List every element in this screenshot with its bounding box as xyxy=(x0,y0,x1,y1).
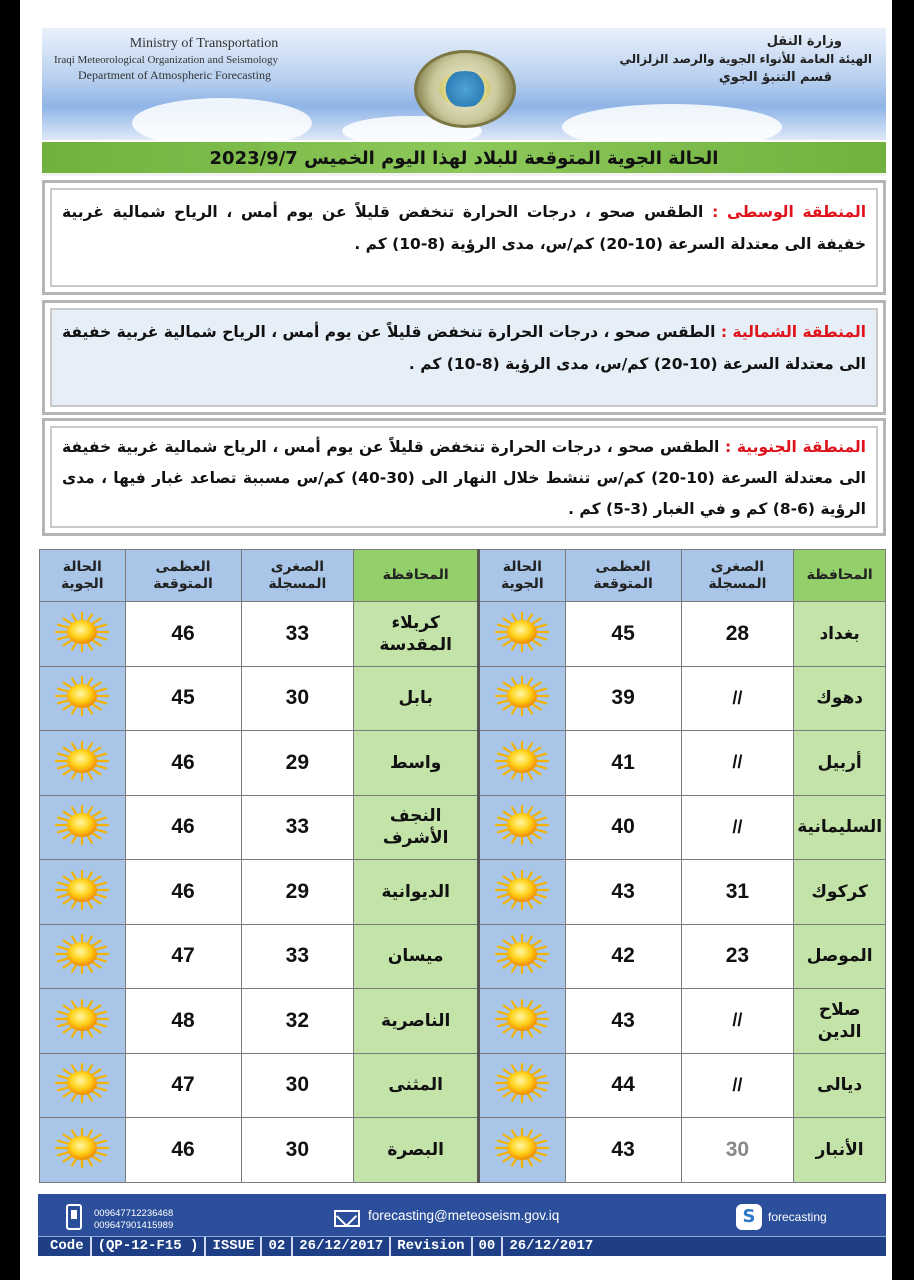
governorate-name: البصرة xyxy=(354,1118,479,1183)
code-label: Code xyxy=(38,1237,92,1256)
weather-state xyxy=(40,666,126,731)
email-address[interactable] xyxy=(334,1208,559,1223)
email-text: forecasting@meteoseism.gov.iq xyxy=(368,1208,560,1223)
footer xyxy=(38,1194,886,1256)
governorate-name: أربيل xyxy=(794,731,886,796)
revision-date: 26/12/2017 xyxy=(509,1238,594,1254)
region-south-name: المنطقة الجنوبية : xyxy=(725,438,866,456)
governorate-name: السليمانية xyxy=(794,795,886,860)
header-arabic xyxy=(592,34,872,85)
weather-state xyxy=(40,795,126,860)
max-temp: 46 xyxy=(125,860,241,925)
governorate-name: كركوك xyxy=(794,860,886,925)
max-temp: 48 xyxy=(125,989,241,1054)
governorate-name: واسط xyxy=(354,731,479,796)
governorate-name: الناصرية xyxy=(354,989,479,1054)
issue-number: 02 xyxy=(262,1237,293,1256)
table-row xyxy=(40,731,886,796)
left-black-edge xyxy=(0,0,20,1280)
region-north-text: الطقس صحو ، درجات الحرارة تنخفض قليلاً عن يوم أمس ، الرياح شمالية غربية خفيفة الى معتدلة السرعة (10-20) كم/س، مدى الرؤية (8-10) كم . xyxy=(62,323,866,373)
min-temp: 23 xyxy=(681,924,794,989)
max-temp: 46 xyxy=(125,795,241,860)
table-row xyxy=(40,1053,886,1118)
max-temp: 42 xyxy=(565,924,681,989)
region-central xyxy=(42,180,886,295)
header-state: الحالة الجوية xyxy=(40,550,126,602)
weather-state xyxy=(40,860,126,925)
min-temp: // xyxy=(681,666,794,731)
region-central-text: الطقس صحو ، درجات الحرارة تنخفض قليلاً عن يوم أمس ، الرياح شمالية غربية خفيفة الى معتدلة السرعة (10-20) كم/س، مدى الرؤية (8-10) كم . xyxy=(62,203,866,253)
governorate-name: دهوك xyxy=(794,666,886,731)
revision-label: Revision xyxy=(391,1237,472,1256)
governorate-name: كربلاء المقدسة xyxy=(354,602,479,667)
governorate-name: الأنبار xyxy=(794,1118,886,1183)
governorate-name: ديالى xyxy=(794,1053,886,1118)
weather-state xyxy=(479,666,566,731)
weather-state xyxy=(40,1053,126,1118)
min-temp: 32 xyxy=(241,989,354,1054)
governorate-name: المثنى xyxy=(354,1053,479,1118)
weather-state xyxy=(40,602,126,667)
min-temp: 30 xyxy=(241,666,354,731)
min-temp: // xyxy=(681,989,794,1054)
phone-icon xyxy=(66,1204,82,1230)
sun-icon xyxy=(53,1127,111,1169)
region-south xyxy=(42,418,886,536)
max-temp: 41 xyxy=(565,731,681,796)
weather-state xyxy=(479,602,566,667)
sun-icon xyxy=(493,1062,551,1104)
sun-icon xyxy=(53,804,111,846)
min-temp: 29 xyxy=(241,860,354,925)
header-min: الصغرى المسجلة xyxy=(241,550,354,602)
sun-icon xyxy=(493,933,551,975)
weather-state xyxy=(479,1118,566,1183)
phone-2: 009647901415989 xyxy=(94,1220,174,1231)
sun-icon xyxy=(493,869,551,911)
governorate-name: الموصل xyxy=(794,924,886,989)
header-state: الحالة الجوية xyxy=(479,550,566,602)
revision-number: 00 xyxy=(473,1237,504,1256)
sun-icon xyxy=(53,1062,111,1104)
sun-icon xyxy=(493,740,551,782)
min-temp: // xyxy=(681,1053,794,1118)
table-row xyxy=(40,1118,886,1183)
phone-numbers xyxy=(94,1208,173,1232)
governorate-name: صلاح الدين xyxy=(794,989,886,1054)
sun-icon xyxy=(53,933,111,975)
table-row xyxy=(40,666,886,731)
min-temp: 31 xyxy=(681,860,794,925)
header-gov: المحافظة xyxy=(354,550,479,602)
sun-icon xyxy=(493,1127,551,1169)
weather-state xyxy=(479,989,566,1054)
weather-state xyxy=(40,924,126,989)
organization-name-ar: الهيئة العامة للأنواء الجوية والرصد الزلزالي xyxy=(619,52,872,66)
issue-label: ISSUE xyxy=(206,1237,262,1256)
sun-icon xyxy=(493,804,551,846)
phone-1: 009647712236468 xyxy=(94,1208,174,1219)
governorate-name: الديوانية xyxy=(354,860,479,925)
code-value: (QP-12-F15 ) xyxy=(92,1237,207,1256)
sun-icon xyxy=(493,675,551,717)
header-max: العظمى المتوقعة xyxy=(125,550,241,602)
region-central-name: المنطقة الوسطى : xyxy=(712,203,867,221)
weather-state xyxy=(40,731,126,796)
max-temp: 40 xyxy=(565,795,681,860)
max-temp: 46 xyxy=(125,1118,241,1183)
governorate-name: النجف الأشرف xyxy=(354,795,479,860)
governorate-name: بابل xyxy=(354,666,479,731)
sun-icon xyxy=(493,611,551,653)
max-temp: 39 xyxy=(565,666,681,731)
organization-name-en: Iraqi Meteorological Organization and Seismology xyxy=(54,54,279,66)
header-english xyxy=(54,36,354,83)
header-banner xyxy=(42,28,886,140)
weather-state xyxy=(40,989,126,1054)
weather-state xyxy=(479,924,566,989)
weather-state xyxy=(479,860,566,925)
forecast-table xyxy=(39,549,886,1183)
max-temp: 47 xyxy=(125,1053,241,1118)
skype-icon: S xyxy=(736,1204,762,1230)
sun-icon xyxy=(53,740,111,782)
min-temp: 30 xyxy=(241,1118,354,1183)
max-temp: 43 xyxy=(565,989,681,1054)
min-temp: // xyxy=(681,731,794,796)
header-max: العظمى المتوقعة xyxy=(565,550,681,602)
weather-state xyxy=(479,795,566,860)
document-code-bar xyxy=(38,1236,886,1256)
sun-icon xyxy=(53,998,111,1040)
ministry-name-en: Ministry of Transportation xyxy=(129,36,279,51)
region-north xyxy=(42,300,886,415)
header-min: الصغرى المسجلة xyxy=(681,550,794,602)
sun-icon xyxy=(53,675,111,717)
table-row xyxy=(40,989,886,1054)
sun-icon xyxy=(493,998,551,1040)
page-title: الحالة الجوية المتوقعة للبلاد لهذا اليوم الخميس 2023/9/7 xyxy=(42,142,886,176)
organization-logo xyxy=(414,50,516,128)
weather-state xyxy=(479,1053,566,1118)
max-temp: 45 xyxy=(565,602,681,667)
sun-icon xyxy=(53,869,111,911)
max-temp: 43 xyxy=(565,1118,681,1183)
table-row xyxy=(40,795,886,860)
right-black-edge xyxy=(892,0,914,1280)
department-name-en: Department of Atmospheric Forecasting xyxy=(78,68,271,82)
min-temp: 33 xyxy=(241,924,354,989)
min-temp: 30 xyxy=(681,1118,794,1183)
governorate-name: بغداد xyxy=(794,602,886,667)
governorate-name: ميسان xyxy=(354,924,479,989)
min-temp: 28 xyxy=(681,602,794,667)
department-name-ar: قسم التنبؤ الجوي xyxy=(718,70,832,85)
max-temp: 46 xyxy=(125,602,241,667)
issue-date: 26/12/2017 xyxy=(293,1237,391,1256)
min-temp: 29 xyxy=(241,731,354,796)
table-header-row xyxy=(40,550,886,602)
table-row xyxy=(40,860,886,925)
max-temp: 46 xyxy=(125,731,241,796)
sun-icon xyxy=(53,611,111,653)
min-temp: 33 xyxy=(241,795,354,860)
max-temp: 44 xyxy=(565,1053,681,1118)
header-gov: المحافظة xyxy=(794,550,886,602)
table-row xyxy=(40,924,886,989)
min-temp: 33 xyxy=(241,602,354,667)
table-row xyxy=(40,602,886,667)
max-temp: 45 xyxy=(125,666,241,731)
skype-handle: forecasting xyxy=(768,1210,827,1224)
weather-state xyxy=(40,1118,126,1183)
min-temp: 30 xyxy=(241,1053,354,1118)
min-temp: // xyxy=(681,795,794,860)
weather-state xyxy=(479,731,566,796)
max-temp: 43 xyxy=(565,860,681,925)
max-temp: 47 xyxy=(125,924,241,989)
ministry-name-ar: وزارة النقل xyxy=(766,34,842,49)
region-south-text: الطقس صحو ، درجات الحرارة تنخفض قليلاً عن يوم أمس ، الرياح شمالية غربية خفيفة الى معتدلة السرعة (10-20) كم/س تنشط خلال النهار الى (30-40) كم/س مسببة تصاعد غبار فيها ، مدى الرؤية (6-8) كم و في الغبار (3-5) كم . xyxy=(62,438,866,518)
region-north-name: المنطقة الشمالية : xyxy=(720,323,866,341)
